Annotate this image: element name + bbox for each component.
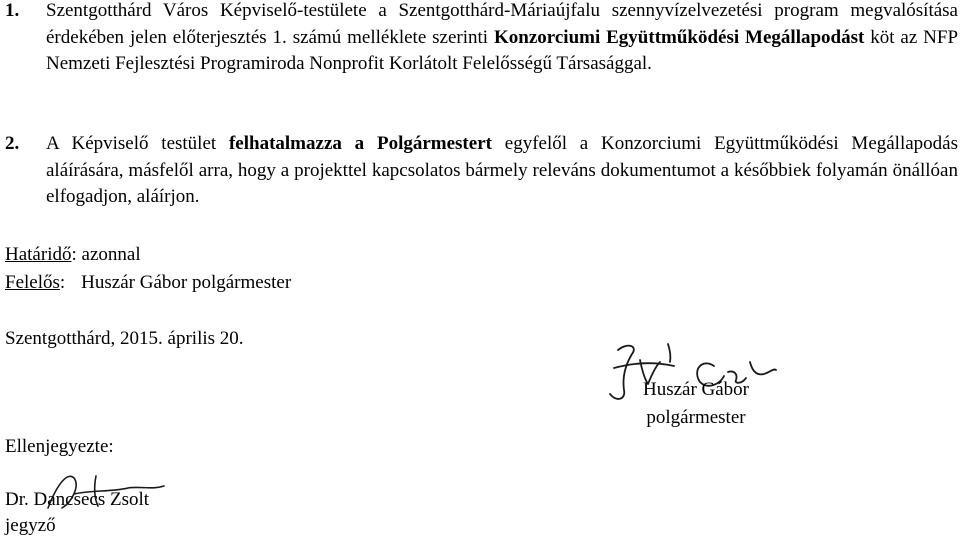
responsible-colon: : <box>59 272 66 293</box>
signatory-block <box>630 376 762 432</box>
signatory-title: polgármester <box>646 407 746 428</box>
resolution-item-1 <box>0 0 958 78</box>
text-run: Szentgotthárd Város Képviselő-testülete a Szentgotthárd-Máriaújfalu szennyvízelvezetési program megvalósítása érdekében jelen előterjesztés 1. számú melléklete szerinti <box>46 0 958 48</box>
signatory-name: Huszár Gábor <box>642 379 750 400</box>
bold-text: Konzorciumi Együttműködési Megállapodást <box>493 26 865 48</box>
text-run: köt az NFP Nemzeti Fejlesztési Programiroda Nonprofit Korlátolt Felelősségű Társasággal. <box>46 26 959 74</box>
item-text <box>46 131 958 211</box>
responsible-line <box>5 270 291 296</box>
responsible-value: Huszár Gábor polgármester <box>81 272 292 293</box>
notary-title: jegyző <box>5 515 56 536</box>
deadline-label: Határidő <box>5 244 72 265</box>
countersign-label: Ellenjegyezte: <box>5 436 114 457</box>
item-number: 2. <box>5 133 20 154</box>
text-run: egyfelől a Konzorciumi Együttműködési Megállapodás aláírására, másfelől arra, hogy a projekttel kapcsolatos bármely releváns dokumentumot a későbbiek folyamán önállóan elfogadjon, aláírjon. <box>46 133 958 207</box>
deadline-value: : azonnal <box>71 244 141 265</box>
resolution-item-2 <box>0 131 958 211</box>
item-text <box>46 0 958 78</box>
responsible-label: Felelős <box>5 272 60 293</box>
notary-name: Dr. Dancsecs Zsolt <box>5 489 150 510</box>
item-number: 1. <box>5 0 20 21</box>
place-date: Szentgotthárd, 2015. április 20. <box>5 328 244 349</box>
bold-text: felhatalmazza a Polgármestert <box>228 133 492 154</box>
text-run: A Képviselő testület <box>46 133 229 154</box>
deadline-line <box>5 242 141 268</box>
